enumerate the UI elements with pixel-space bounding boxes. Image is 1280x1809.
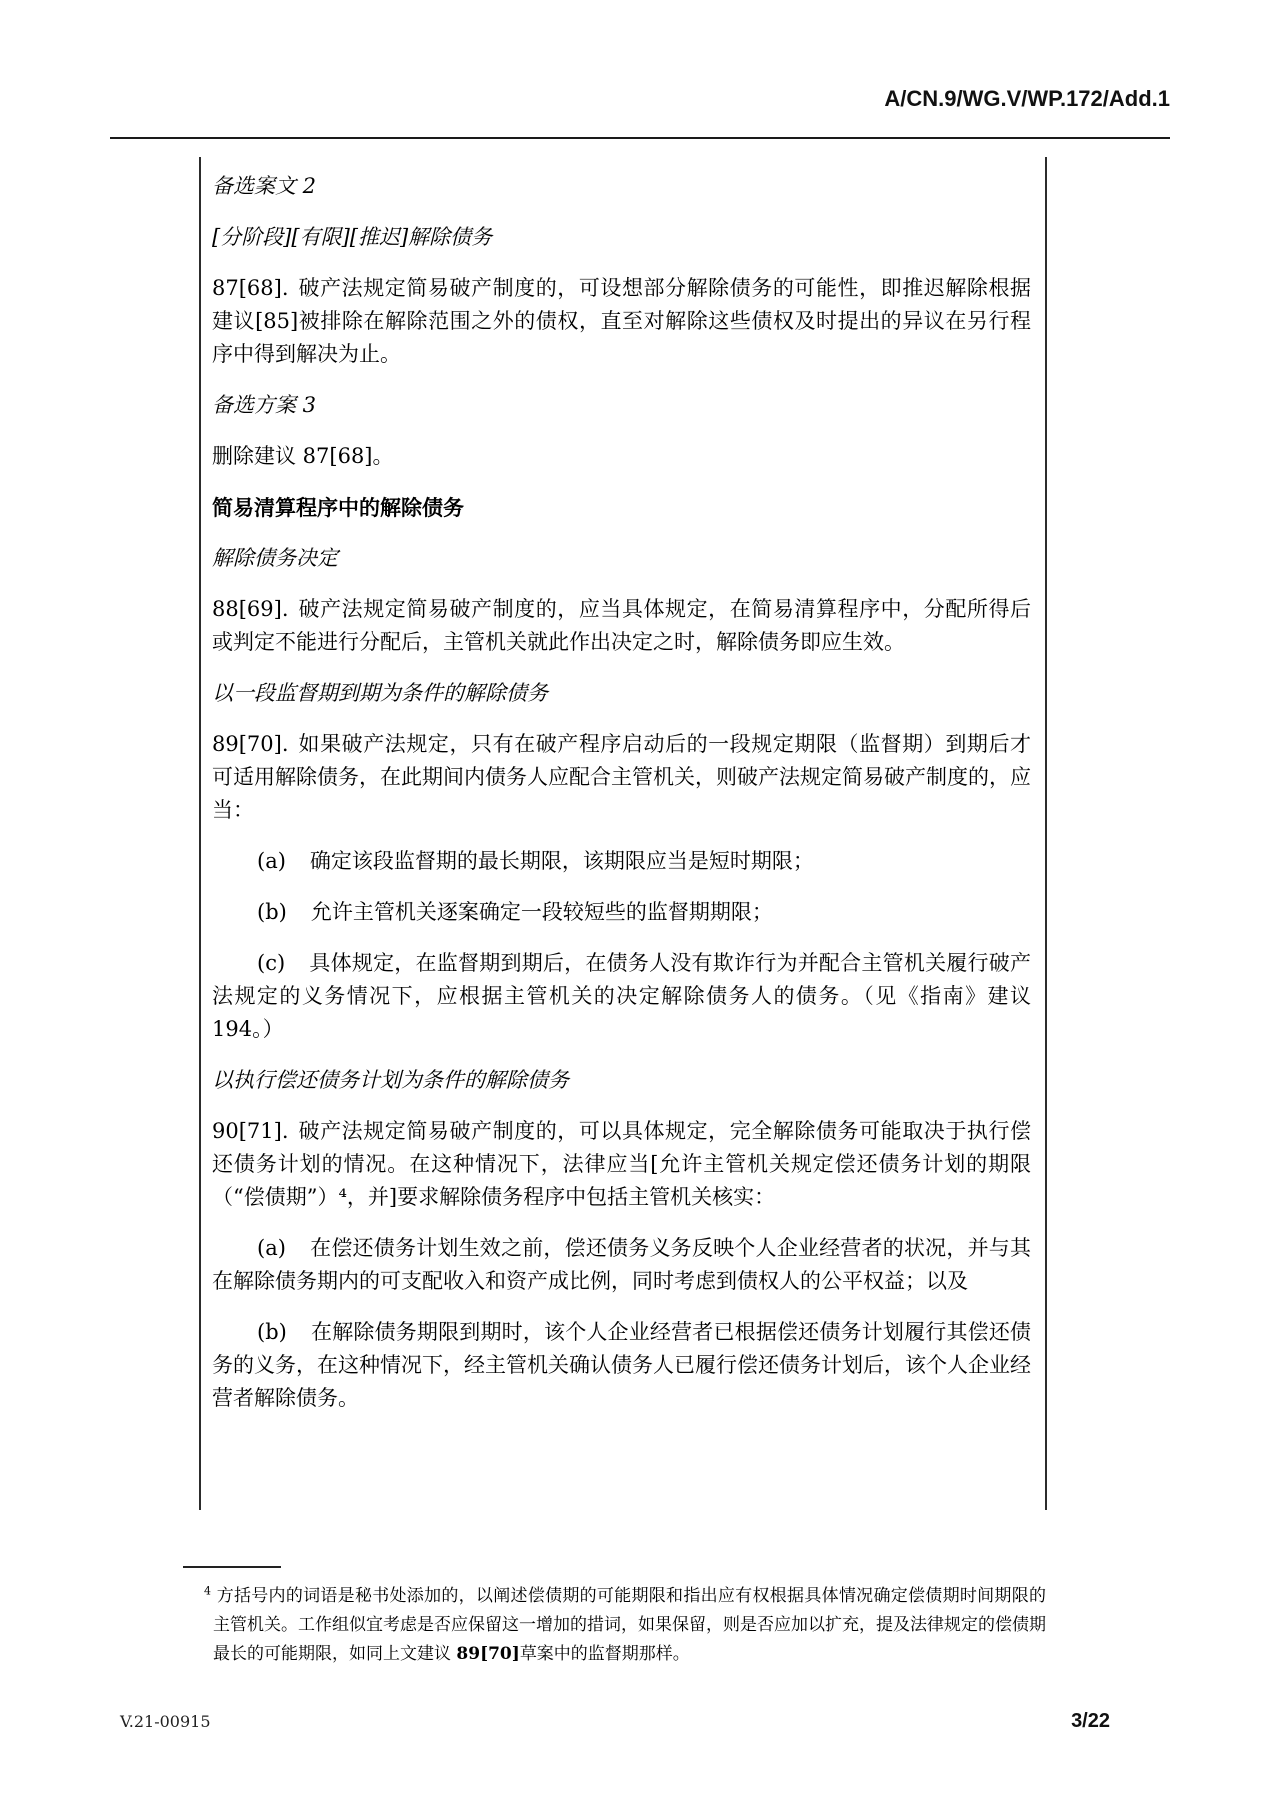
option2-heading: 备选案文 2 — [212, 174, 317, 198]
header-rule — [110, 137, 1170, 139]
option3-action: 删除建议 87[68]。 — [212, 444, 394, 468]
para-number: 88[69]. — [212, 597, 289, 621]
para-text: 如果破产法规定，只有在破产程序启动后的一段规定期限（监督期）到期后才可适用解除债务，在此期间内债务人应配合主管机关，则破产法规定简易破产制度的，应当： — [212, 732, 1031, 822]
footnote-text-end: 草案中的监督期那样。 — [519, 1644, 690, 1664]
para-number: 89[70]. — [212, 732, 289, 756]
para-number: 87[68]. — [212, 276, 289, 300]
item-89-c — [212, 947, 1031, 1046]
item-text: 在偿还债务计划生效之前，偿还债务义务反映个人企业经营者的状况，并与其在解除债务期内的可支配收入和资产成比例，同时考虑到债权人的公平权益；以及 — [212, 1236, 1031, 1293]
item-label: (b) — [257, 1320, 287, 1344]
footnote-separator — [183, 1566, 281, 1568]
item-90-a — [212, 1232, 1031, 1298]
subheading-repayment-plan: 以执行偿还债务计划为条件的解除债务 — [212, 1068, 569, 1092]
item-89-a — [212, 845, 1031, 878]
item-label: (c) — [257, 951, 286, 975]
subheading-discharge-decision: 解除债务决定 — [212, 546, 338, 570]
para-text: 破产法规定简易破产制度的，可设想部分解除债务的可能性，即推迟解除根据建议[85]被排除在解除范围之外的债权，直至对解除这些债权及时提出的异议在另行程序中得到解决为止。 — [212, 276, 1031, 366]
item-text: 允许主管机关逐案确定一段较短些的监督期期限； — [310, 900, 773, 924]
footnote-text: 方括号内的词语是秘书处添加的，以阐述偿债期的可能期限和指出应有权根据具体情况确定偿债期时间期限的主管机关。工作组似宜考虑是否应保留这一增加的措词，如果保留，则是否应加以扩充，提及法律规定的偿债期最长的可能期限，如同上文建议 — [213, 1586, 1046, 1664]
section-title: 简易清算程序中的解除债务 — [212, 495, 464, 520]
footnote-marker: 4 — [204, 1584, 211, 1598]
para-89-70 — [212, 728, 1031, 827]
draft-text-box — [199, 157, 1047, 1510]
para-87-68 — [212, 272, 1031, 371]
item-90-b — [212, 1316, 1031, 1415]
job-number: V.21-00915 — [120, 1712, 211, 1731]
item-label: (a) — [257, 1236, 286, 1260]
item-text: 具体规定，在监督期到期后，在债务人没有欺诈行为并配合主管机关履行破产法规定的义务情况下，应根据主管机关的决定解除债务人的债务。（见《指南》建议 194。） — [212, 951, 1031, 1041]
item-89-b — [212, 896, 1031, 929]
item-text: 在解除债务期限到期时，该个人企业经营者已根据偿还债务计划履行其偿还债务的义务，在这种情况下，经主管机关确认债务人已履行偿还债务计划后，该个人企业经营者解除债务。 — [212, 1320, 1031, 1410]
option3-heading: 备选方案 3 — [212, 393, 317, 417]
footnote-ref-bold: 89[70] — [456, 1644, 520, 1664]
subheading-monitoring-period: 以一段监督期到期为条件的解除债务 — [212, 681, 548, 705]
document-symbol: A/CN.9/WG.V/WP.172/Add.1 — [884, 86, 1170, 111]
footnote-4 — [204, 1582, 1046, 1669]
page-number: 3/22 — [1071, 1710, 1110, 1732]
para-90-71 — [212, 1115, 1031, 1214]
para-number: 90[71]. — [212, 1119, 289, 1143]
para-text: 破产法规定简易破产制度的，可以具体规定，完全解除债务可能取决于执行偿还债务计划的情况。在这种情况下，法律应当[允许主管机关规定偿还债务计划的期限（“偿债期”）⁴，并]要求解除债务程序中包括主管机关核实： — [212, 1119, 1031, 1209]
para-88-69 — [212, 593, 1031, 659]
item-text: 确定该段监督期的最长期限，该期限应当是短时期限； — [309, 849, 814, 873]
item-label: (b) — [257, 900, 287, 924]
para-text: 破产法规定简易破产制度的，应当具体规定，在简易清算程序中，分配所得后或判定不能进行分配后，主管机关就此作出决定之时，解除债务即应生效。 — [212, 597, 1031, 654]
item-label: (a) — [257, 849, 286, 873]
option2-variant-title: [分阶段][有限][推迟]解除债务 — [212, 225, 493, 249]
